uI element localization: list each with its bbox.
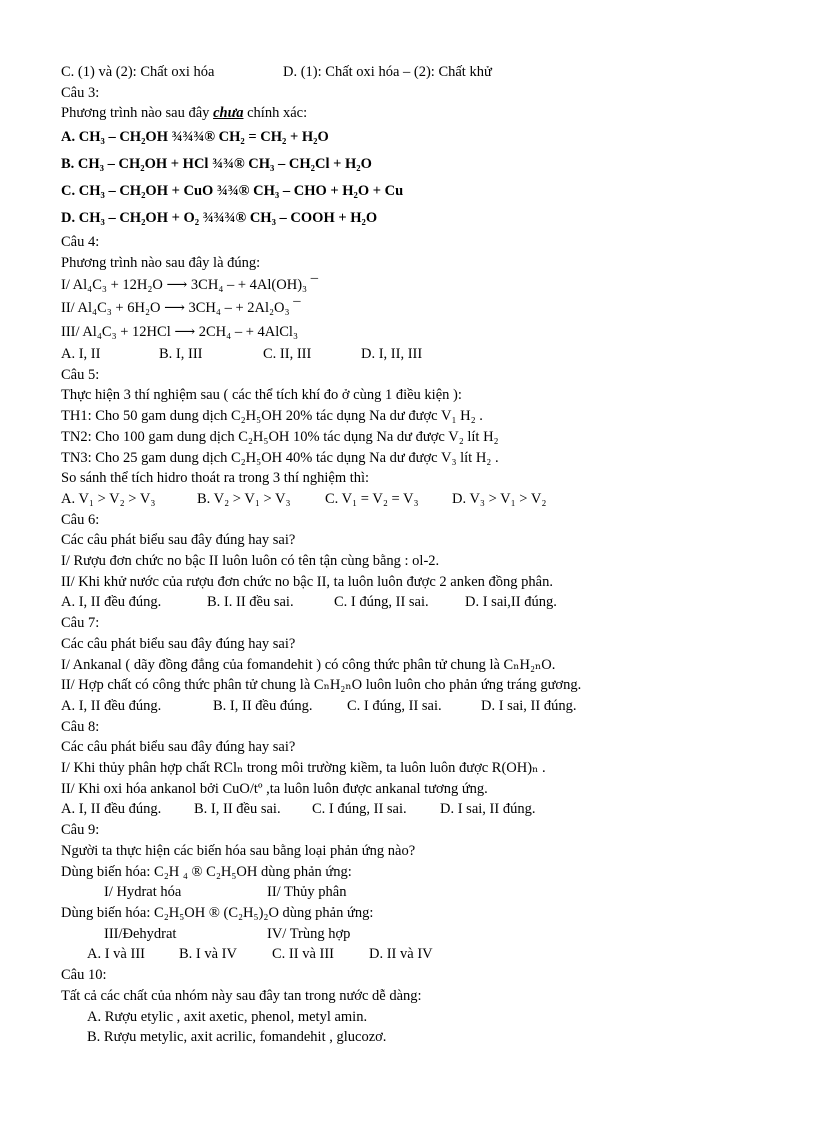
q9-transform-1: Dùng biến hóa: C₂H ₄ ® C₂H₅OH dùng phản ứng: xyxy=(61,863,352,880)
q6-statement-1: I/ Rượu đơn chức no bậc II luôn luôn có tên tận cùng bằng : ol-2. xyxy=(61,553,440,570)
q6-prompt: Các câu phát biểu sau đây đúng hay sai? xyxy=(61,532,296,549)
q8-options xyxy=(61,799,781,820)
q9-choices-1 xyxy=(61,882,781,903)
q9-choice-ii: II/ Thủy phân xyxy=(267,884,347,901)
q5-option-c: C. V₁ = V₂ = V₃ xyxy=(325,490,419,507)
q6-option-a: A. I, II đều đúng. xyxy=(61,594,162,611)
q10-prompt: Tất cả các chất của nhóm này sau đây tan trong nước dễ dàng: xyxy=(61,987,422,1004)
q6-options xyxy=(61,592,781,613)
q9-option-d: D. II và IV xyxy=(369,946,433,963)
q10-option-b: B. Rượu metylic, axit acrilic, fomandehit , glucozơ. xyxy=(87,1029,387,1046)
q3-option-d: D. CH₃ – CH₂OH + O₂ ¾¾¾® CH₃ – COOH + H₂O xyxy=(61,210,378,227)
q4-eq-3: III/ Al₄C₃ + 12HCl ⟶ 2CH₄ – + 4AlCl₃ xyxy=(61,323,299,340)
top-options xyxy=(61,62,781,83)
q8-option-a: A. I, II đều đúng. xyxy=(61,801,162,818)
q9-prompt: Người ta thực hiện các biến hóa sau bằng loại phản ứng nào? xyxy=(61,842,416,859)
q8-statement-1: I/ Khi thủy phân hợp chất RClₙ trong môi trường kiềm, ta luôn luôn được R(OH)ₙ . xyxy=(61,760,546,777)
q4-options xyxy=(61,344,781,365)
q3-prompt-post: chính xác: xyxy=(247,105,308,122)
q4-eq-1: I/ Al₄C₃ + 12H₂O ⟶ 3CH₄ – + 4Al(OH)₃ ¯ xyxy=(61,276,318,293)
exam-page xyxy=(61,62,781,1048)
option-c: C. (1) và (2): Chất oxi hóa xyxy=(61,64,215,80)
q3-option-a: A. CH₃ – CH₂OH ¾¾¾® CH₂ = CH₂ + H₂O xyxy=(61,129,329,146)
q4-prompt: Phương trình nào sau đây là đúng: xyxy=(61,254,261,271)
q5-question: So sánh thể tích hidro thoát ra trong 3 thí nghiệm thì: xyxy=(61,470,370,487)
q8-option-b: B. I, II đều sai. xyxy=(194,801,281,818)
q3-option-b: B. CH₃ – CH₂OH + HCl ¾¾® CH₃ – CH₂Cl + H₂O xyxy=(61,156,372,173)
q5-options xyxy=(61,489,781,510)
q7-option-c: C. I đúng, II sai. xyxy=(347,697,442,714)
q9-choice-iii: III/Đehydrat xyxy=(104,925,177,942)
q9-option-a: A. I và III xyxy=(87,946,145,963)
q8-option-c: C. I đúng, II sai. xyxy=(312,801,407,818)
q4-option-a: A. I, II xyxy=(61,346,101,363)
q7-statement-2: II/ Hợp chất có công thức phân tử chung là CₙH₂ₙO luôn luôn cho phản ứng tráng gương. xyxy=(61,677,582,694)
q9-option-c: C. II và III xyxy=(272,946,335,963)
q4-option-b: B. I, III xyxy=(159,346,203,363)
q5-option-a: A. V₁ > V₂ > V₃ xyxy=(61,490,156,507)
q5-th3: TN3: Cho 25 gam dung dịch C₂H₅OH 40% tác dụng Na dư được V₃ lít H₂ . xyxy=(61,449,499,466)
q9-options xyxy=(61,944,781,965)
q4-option-d: D. I, II, III xyxy=(361,346,423,363)
q7-statement-1: I/ Ankanal ( dãy đồng đẳng của fomandehit ) có công thức phân tử chung là CₙH₂ₙO. xyxy=(61,656,556,673)
q5-th1: TH1: Cho 50 gam dung dịch C₂H₅OH 20% tác dụng Na dư được V₁ H₂ . xyxy=(61,408,483,425)
q6-statement-2: II/ Khi khử nước của rượu đơn chức no bậc II, ta luôn luôn được 2 anken đồng phân. xyxy=(61,573,553,590)
q6-option-b: B. I. II đều sai. xyxy=(207,594,294,611)
q3-prompt-emphasis: chưa xyxy=(213,105,244,122)
q5-th2: TN2: Cho 100 gam dung dịch C₂H₅OH 10% tác dụng Na dư được V₂ lít H₂ xyxy=(61,428,499,445)
q9-option-b: B. I và IV xyxy=(179,946,237,963)
q5-prompt: Thực hiện 3 thí nghiệm sau ( các thể tích khí đo ở cùng 1 điều kiện ): xyxy=(61,387,462,404)
q7-option-a: A. I, II đều đúng. xyxy=(61,697,162,714)
q5-option-d: D. V₃ > V₁ > V₂ xyxy=(452,490,547,507)
q8-option-d: D. I sai, II đúng. xyxy=(440,801,536,818)
q10-option-a: A. Rượu etylic , axit axetic, phenol, metyl amin. xyxy=(87,1008,368,1025)
q9-heading: Câu 9: xyxy=(61,822,100,839)
q9-choices-2 xyxy=(61,924,781,945)
q6-option-c: C. I đúng, II sai. xyxy=(334,594,429,611)
q7-heading: Câu 7: xyxy=(61,615,100,632)
q3-option-c: C. CH₃ – CH₂OH + CuO ¾¾® CH₃ – CHO + H₂O + Cu xyxy=(61,183,404,200)
q7-option-b: B. I, II đều đúng. xyxy=(213,697,313,714)
q3-heading: Câu 3: xyxy=(61,84,100,101)
q8-prompt: Các câu phát biểu sau đây đúng hay sai? xyxy=(61,739,296,756)
q7-option-d: D. I sai, II đúng. xyxy=(481,697,577,714)
q9-choice-i: I/ Hydrat hóa xyxy=(104,884,182,901)
q6-option-d: D. I sai,II đúng. xyxy=(465,594,557,611)
option-d: D. (1): Chất oxi hóa – (2): Chất khử xyxy=(283,64,492,80)
q3-prompt xyxy=(61,103,781,124)
q5-option-b: B. V₂ > V₁ > V₃ xyxy=(197,490,291,507)
q7-prompt: Các câu phát biểu sau đây đúng hay sai? xyxy=(61,635,296,652)
q3-prompt-pre: Phương trình nào sau đây xyxy=(61,105,210,122)
q5-heading: Câu 5: xyxy=(61,366,100,383)
q9-transform-2: Dùng biến hóa: C₂H₅OH ® (C₂H₅)₂O dùng phản ứng: xyxy=(61,905,374,921)
q4-heading: Câu 4: xyxy=(61,234,100,251)
q4-eq-2: II/ Al₄C₃ + 6H₂O ⟶ 3CH₄ – + 2Al₂O₃ ¯ xyxy=(61,300,301,317)
q9-choice-iv: IV/ Trùng hợp xyxy=(267,925,351,942)
q6-heading: Câu 6: xyxy=(61,511,100,528)
q10-heading: Câu 10: xyxy=(61,967,107,984)
q7-options xyxy=(61,696,781,717)
q8-heading: Câu 8: xyxy=(61,718,100,735)
q8-statement-2: II/ Khi oxi hóa ankanol bởi CuO/tº ,ta luôn luôn được ankanal tương ứng. xyxy=(61,780,488,797)
q4-option-c: C. II, III xyxy=(263,346,312,363)
